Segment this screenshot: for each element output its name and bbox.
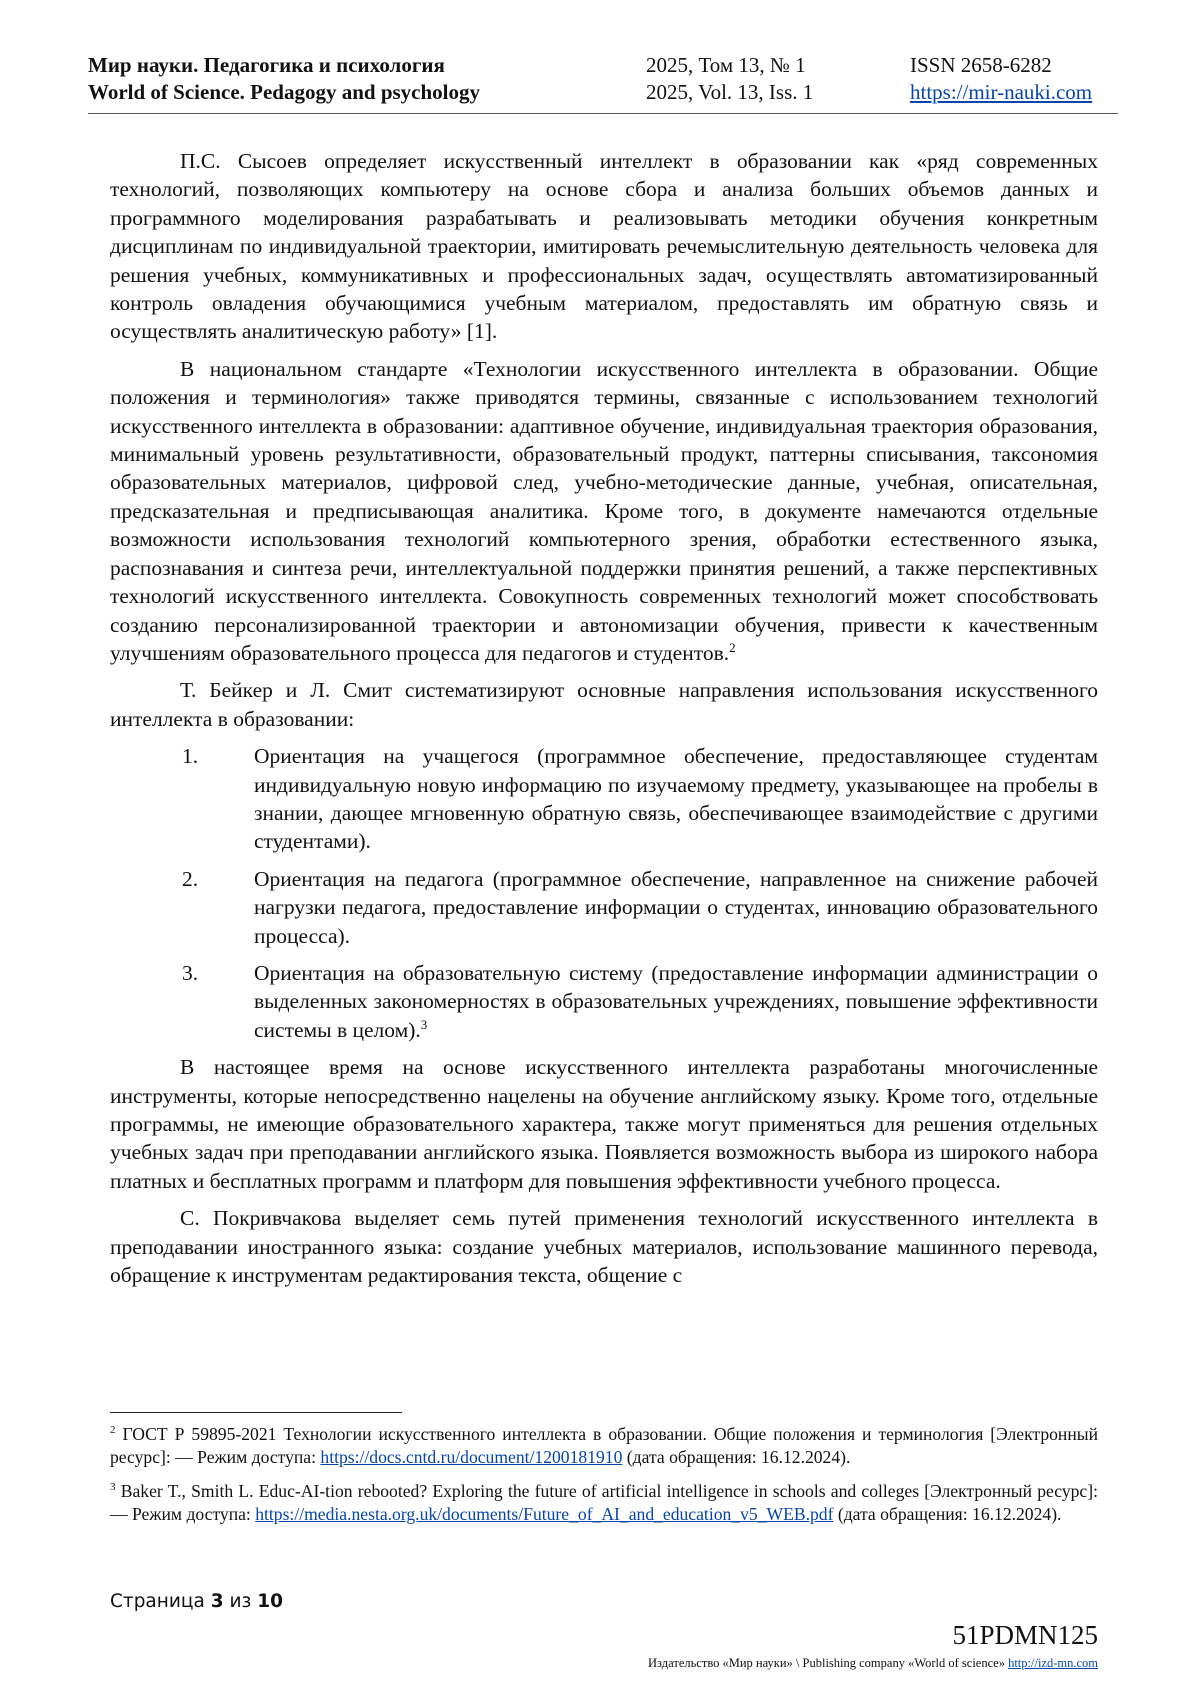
paragraph-2 — [110, 355, 1098, 667]
footnote-marker: 2 — [110, 1424, 116, 1436]
list-item-text: Ориентация на образовательную систему (предоставление информации администрации о выделенных закономерностях в образовательных учреждениях, повышение эффективности системы в целом). — [254, 960, 1098, 1042]
paragraph-1: П.С. Сысоев определяет искусственный интеллект в образовании как «ряд современных технологий, позволяющих компьютеру на основе сбора и анализа больших объемов данных и программного моделирования разрабатывать и реализовывать методики обучения конкретным дисциплинам по индивидуальной траектории, имитировать речемыслительную деятельность человека для решения учебных, коммуникативных и профессиональных задач, осуществлять автоматизированный контроль овладения обучающимися учебным материалом, предоставлять им обратную связь и осуществлять аналитическую работу» [1]. — [110, 149, 1098, 344]
page-of: из — [229, 1591, 252, 1612]
list-item-number: 2. — [182, 866, 199, 891]
paragraph-2-text: В национальном стандарте «Технологии искусственного интеллекта в образовании. Общие положения и терминология» также приводятся термины, связанные с использованием технологий искусственного интеллекта в образовании: адаптивное обучение, индивидуальная траектория образования, минимальный уровень результативности, образовательный продукт, паттерны списывания, таксономия образовательных материалов, цифровой след, учебно-методические данные, учебная, описательная, предсказательная и предписывающая аналитика. Кроме того, в документе намечаются отдельные возможности использования технологий компьютерного зрения, обработки естественного языка, распознавания и синтеза речи, интеллектуальной поддержки принятия решений, а также перспективных технологий искусственного интеллекта. Совокупность современных технологий может способствовать созданию персонализированной траектории и автономизации обучения, привести к качественным улучшениям образовательного процесса для педагогов и студентов. — [110, 356, 1098, 665]
footnote-link[interactable]: https://media.nesta.org.uk/documents/Future_of_AI_and_education_v5_WEB.pdf — [255, 1504, 834, 1524]
publisher-link[interactable]: http://izd-mn.com — [1008, 1656, 1098, 1670]
footnote-ref-2[interactable]: 2 — [729, 639, 736, 655]
footnote-text: ГОСТ Р 59895-2021 Технологии искусственного интеллекта в образовании. Общие положения и терминология [Электронный ресурс]: — Режим доступа: — [110, 1424, 1098, 1467]
list-item-number: 3. — [182, 960, 199, 985]
list-item-text: Ориентация на педагога (программное обеспечение, направленное на снижение рабочей нагрузки педагога, предоставление информации о студентах, инновацию образовательного процесса). — [254, 866, 1098, 948]
article-code: 51PDMN125 — [952, 1620, 1098, 1650]
article-body — [110, 147, 1098, 1298]
issue-info-en: 2025, Vol. 13, Iss. 1 — [646, 80, 814, 104]
page-total: 10 — [257, 1591, 283, 1612]
journal-title — [88, 52, 480, 106]
footnote-divider — [110, 1412, 402, 1413]
journal-title-ru: Мир науки. Педагогика и психология — [88, 53, 445, 77]
issn: ISSN 2658-6282 — [910, 53, 1052, 77]
footnote-2 — [110, 1423, 1098, 1469]
paragraph-3: Т. Бейкер и Л. Смит систематизируют основные направления использования искусственного интеллекта в образовании: — [110, 678, 1098, 731]
list-item-number: 1. — [182, 744, 199, 769]
paragraph-4: В настоящее время на основе искусственного интеллекта разработаны многочисленные инструменты, которые непосредственно нацелены на обучение английскому языку. Кроме того, отдельные программы, не имеющие образовательного характера, также могут применяться для решения отдельных учебных задач при преподавании английского языка. Появляется возможность выбора из широкого набора платных и бесплатных программ и платформ для повышения эффективности учебного процесса. — [110, 1055, 1098, 1193]
page-header — [88, 52, 1118, 114]
list-item — [110, 865, 1098, 950]
footnote-access-date: (дата обращения: 16.12.2024). — [833, 1504, 1062, 1524]
ordered-list — [110, 742, 1098, 1044]
footnote-3 — [110, 1480, 1098, 1526]
list-item — [110, 742, 1098, 856]
footnote-ref-3[interactable]: 3 — [420, 1016, 428, 1032]
publisher-text: Издательство «Мир науки» \ Publishing company «World of science» — [648, 1656, 1009, 1670]
issue-info — [646, 52, 813, 106]
page-current: 3 — [210, 1591, 224, 1612]
journal-url-link[interactable]: https://mir-nauki.com — [910, 80, 1093, 104]
footnotes — [110, 1423, 1098, 1537]
journal-meta — [910, 52, 1092, 106]
issue-info-ru: 2025, Том 13, № 1 — [646, 53, 806, 77]
journal-title-en: World of Science. Pedagogy and psychology — [88, 80, 481, 104]
footnote-text: Baker T., Smith L. Educ-AI-tion rebooted? Exploring the future of artificial intelligence in schools and colleges [Электронный ресурс]: — Режим доступа: — [110, 1481, 1098, 1524]
publisher-line — [648, 1656, 1098, 1671]
footnote-access-date: (дата обращения: 16.12.2024). — [622, 1447, 851, 1467]
footnote-marker: 3 — [110, 1481, 116, 1493]
page-label: Страница — [110, 1591, 205, 1612]
list-item-text: Ориентация на учащегося (программное обеспечение, предоставляющее студентам индивидуальную новую информацию по изучаемому предмету, указывающее на пробелы в знании, дающее мгновенную обратную связь, обеспечивающее взаимодействие с другими студентами). — [254, 744, 1098, 854]
list-item — [110, 959, 1098, 1044]
paragraph-5: С. Покривчакова выделяет семь путей применения технологий искусственного интеллекта в преподавании иностранного языка: создание учебных материалов, использование машинного перевода, обращение к инструментам редактирования текста, общение с — [110, 1206, 1098, 1288]
page-number — [110, 1591, 283, 1612]
footnote-link[interactable]: https://docs.cntd.ru/document/1200181910 — [320, 1447, 623, 1467]
